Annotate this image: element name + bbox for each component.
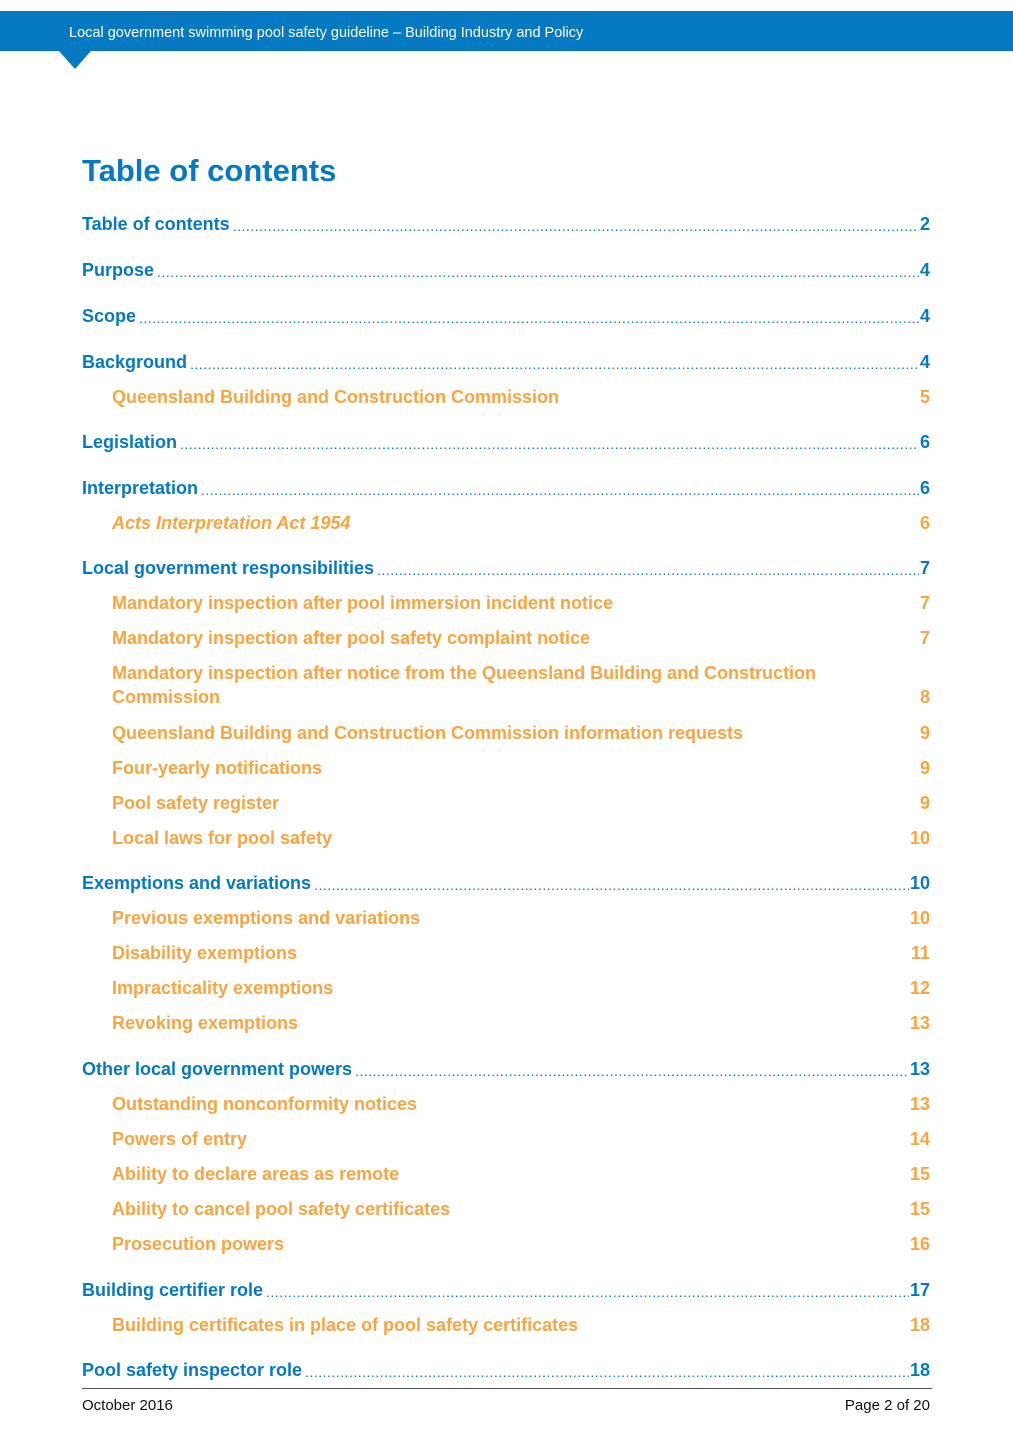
toc-entry-title: Local laws for pool safety [112,828,333,848]
toc-entry[interactable] [82,258,930,282]
toc-subentry[interactable] [112,1162,930,1186]
toc-entry[interactable] [82,212,930,236]
dot-leader [377,556,919,580]
dot-leader [180,430,919,454]
toc-entry-page-number: 2 [919,214,930,234]
toc-entry-page-number: 9 [919,723,930,743]
toc-entry-page-number: 7 [919,628,930,648]
toc-entry-title: Building certifier role [82,1280,264,1300]
header-title: Local government swimming pool safety guideline – Building Industry and Policy [69,25,584,41]
toc-entry-page-number: 10 [909,908,930,928]
toc-entry-title: Impracticality exemptions [112,978,334,998]
toc-entry[interactable] [82,304,930,328]
dot-leader [157,258,919,282]
toc-subentry[interactable] [112,1313,930,1337]
toc-entry-page-number: 7 [919,593,930,613]
toc-entry-page-number: 5 [919,387,930,407]
footer-page-number: Page 2 of 20 [844,1397,930,1414]
toc-entry-page-number: 4 [919,306,930,326]
toc-entry-page-number: 13 [909,1013,930,1033]
toc-subentry[interactable] [112,791,930,815]
toc-entry-page-number: 4 [919,352,930,372]
toc-entry-title: Table of contents [82,214,230,234]
toc-subentry[interactable] [112,906,930,930]
toc-entry-title: Building certificates in place of pool safety certificates [112,1315,579,1335]
toc-entry-page-number: 12 [909,978,930,998]
toc-entry-page-number: 6 [919,513,930,533]
toc-subentry[interactable] [112,941,930,965]
toc-entry-title: Ability to cancel pool safety certificates [112,1199,451,1219]
toc-entry-title: Queensland Building and Construction Commission [112,387,560,407]
toc-entry-page-number: 10 [909,873,930,893]
toc-entry-title: Acts Interpretation Act 1954 [112,513,351,533]
toc-entry-title: Revoking exemptions [112,1013,299,1033]
toc-entry-page-number: 16 [909,1234,930,1254]
toc-entry-page-number: 18 [909,1315,930,1335]
dot-leader [305,1358,909,1382]
toc-entry-title: Pool safety register [112,793,280,813]
toc-entry-page-number: 18 [909,1360,930,1380]
toc-entry[interactable] [82,871,930,895]
toc-entry[interactable] [82,350,930,374]
toc-entry-title: Legislation [82,432,178,452]
toc-entry-page-number: 13 [909,1094,930,1114]
dot-leader [139,304,919,328]
toc-subentry[interactable] [112,976,930,1000]
dot-leader [233,212,919,236]
toc-entry-page-number: 9 [919,758,930,778]
toc-subentry[interactable] [112,626,930,650]
toc-entry-title: Previous exemptions and variations [112,908,421,928]
toc-subentry[interactable] [112,826,930,850]
toc-subentry[interactable] [112,591,930,615]
toc-entry-page-number: 7 [919,558,930,578]
toc-subentry[interactable] [112,721,930,745]
dot-leader [201,476,919,500]
toc-entry-title: Ability to declare areas as remote [112,1164,400,1184]
toc-entry[interactable] [82,476,930,500]
footer-date: October 2016 [82,1397,173,1414]
toc-entry-page-number: 9 [919,793,930,813]
dot-leader [314,871,909,895]
toc-entry-page-number: 8 [919,687,930,707]
dot-leader [355,1057,909,1081]
page-title: Table of contents [82,153,337,188]
toc-entry-title: Disability exemptions [112,943,298,963]
toc-subentry[interactable] [112,1197,930,1221]
toc-subentry[interactable] [112,511,930,535]
toc-entry-title: Mandatory inspection after pool safety complaint notice [112,628,591,648]
toc-entry-page-number: 14 [909,1129,930,1149]
toc-entry-title: Local government responsibilities [82,558,375,578]
toc-entry[interactable] [82,556,930,580]
toc-entry-page-number: 17 [909,1280,930,1300]
toc-entry-title: Exemptions and variations [82,873,312,893]
toc-entry-title: Other local government powers [82,1059,353,1079]
toc-entry-title: Prosecution powers [112,1234,285,1254]
toc-subentry[interactable] [112,385,930,409]
toc-entry-title: Mandatory inspection after notice from the Queensland Building and Construction Commission [112,663,817,707]
toc-entry-page-number: 13 [909,1059,930,1079]
toc-entry[interactable] [82,430,930,454]
toc-subentry[interactable] [112,1232,930,1256]
dot-leader [190,350,919,374]
toc-entry-title: Outstanding nonconformity notices [112,1094,417,1114]
toc-entry[interactable] [82,1278,930,1302]
toc-entry-page-number: 4 [919,260,930,280]
toc-subentry[interactable] [112,756,930,780]
toc-subentry[interactable] [112,1092,930,1116]
dot-leader [266,1278,909,1302]
toc-subentry[interactable] [112,661,930,709]
toc-entry-page-number: 6 [919,478,930,498]
toc-subentry[interactable] [112,1127,930,1151]
toc-entry-page-number: 10 [909,828,930,848]
toc-entry-page-number: 15 [909,1164,930,1184]
toc-entry[interactable] [82,1057,930,1081]
toc-subentry[interactable] [112,1011,930,1035]
toc-entry-page-number: 6 [919,432,930,452]
toc-entry-title: Purpose [82,260,155,280]
toc-entry-title: Pool safety inspector role [82,1360,303,1380]
toc-entry[interactable] [82,1358,930,1382]
toc-entry-title: Powers of entry [112,1129,248,1149]
toc-entry-title: Queensland Building and Construction Commission information requests [112,723,744,743]
footer-divider [82,1388,932,1389]
toc-entry-title: Scope [82,306,137,326]
toc-entry-title: Interpretation [82,478,199,498]
toc-entry-title: Background [82,352,188,372]
toc-entry-page-number: 15 [909,1199,930,1219]
toc-entry-page-number: 11 [910,943,930,963]
toc-entry-title: Four-yearly notifications [112,758,323,778]
toc-entry-title: Mandatory inspection after pool immersion incident notice [112,593,614,613]
